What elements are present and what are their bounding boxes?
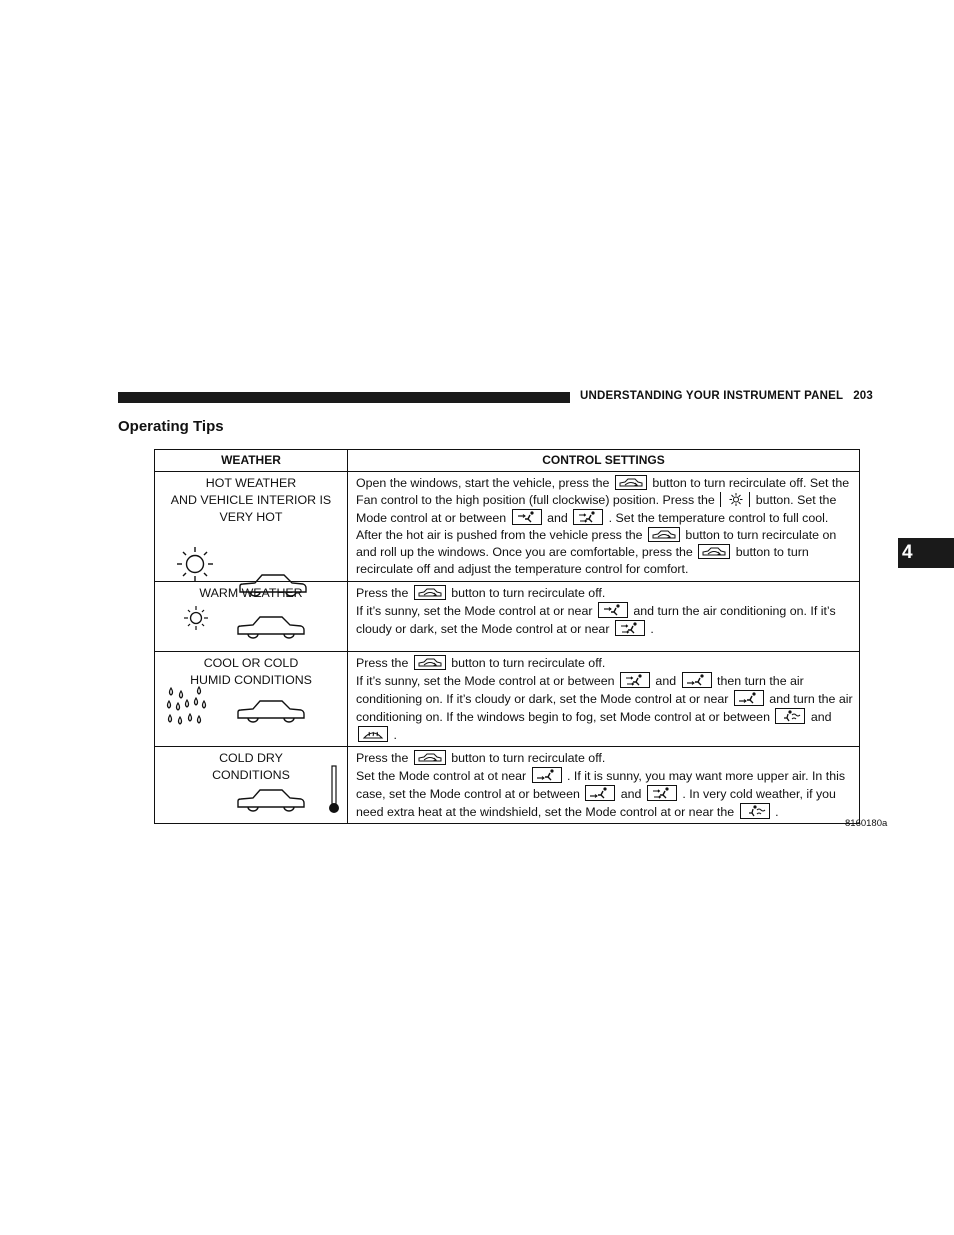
settings-text: then turn the air conditioning on. If it’s cloudy or dark, set the Mode control at or near: [356, 674, 804, 706]
floor-mode-icon: [734, 690, 764, 706]
settings-text: . Set the temperature control to full cool. After the hot air is pushed from the vehicle press the: [356, 511, 829, 542]
weather-cell: [155, 652, 348, 747]
bi-level-mode-icon: [573, 509, 603, 525]
settings-text: Set the Mode control at ot near: [356, 769, 527, 783]
weather-cell: [155, 582, 348, 652]
running-header: [580, 390, 873, 402]
header-section-title: UNDERSTANDING YOUR INSTRUMENT PANEL: [580, 390, 844, 402]
figure-code: 8160180a: [845, 818, 888, 829]
settings-text: If it’s sunny, set the Mode control at or near: [356, 604, 593, 618]
column-header-weather: WEATHER: [155, 450, 348, 472]
sun-icon: [173, 544, 217, 584]
sun-icon: [181, 604, 211, 632]
car-icon: [235, 698, 307, 724]
settings-text: and: [810, 710, 832, 724]
chapter-tab: 4: [898, 538, 954, 568]
control-settings-cell: [348, 472, 860, 582]
recirculation-icon: [414, 750, 446, 765]
recirculation-icon: [414, 655, 446, 670]
settings-text: and turn the air conditioning on. If it’s cloudy or dark, set the Mode control at or near: [356, 604, 836, 636]
weather-label: WARM WEATHER: [199, 586, 303, 600]
control-settings-cell: [348, 747, 860, 824]
settings-text: . If it is sunny, you may want more upper air. In this case, set the Mode control at or between: [356, 769, 846, 801]
settings-text: button to turn recirculate off and adjust the temperature control for comfort.: [356, 545, 809, 576]
table-row: [155, 652, 860, 747]
defrost-icon: [358, 726, 388, 742]
weather-cell: [155, 472, 348, 582]
settings-text: button to turn recirculate on and roll up the windows. Once you are comfortable, press the: [356, 528, 837, 559]
settings-text: and: [620, 787, 642, 801]
settings-text: .: [775, 805, 779, 819]
weather-label: VERY HOT: [219, 510, 283, 524]
table-row: [155, 747, 860, 824]
thermometer-icon: [327, 765, 341, 815]
column-header-control-settings: CONTROL SETTINGS: [348, 450, 860, 472]
recirculation-icon: [698, 544, 730, 559]
bi-level-mode-icon: [647, 785, 677, 801]
car-icon: [235, 787, 307, 813]
control-settings-cell: [348, 582, 860, 652]
settings-text: If it’s sunny, set the Mode control at or between: [356, 674, 615, 688]
weather-cell: [155, 747, 348, 824]
settings-text: and: [655, 674, 677, 688]
recirculation-icon: [615, 475, 647, 490]
page-number: 203: [853, 390, 873, 402]
car-icon: [235, 614, 307, 640]
bi-level-mode-icon: [620, 672, 650, 688]
recirculation-icon: [648, 527, 680, 542]
floor-mode-icon: [682, 672, 712, 688]
weather-label: AND VEHICLE INTERIOR IS: [170, 493, 332, 507]
table-row: [155, 472, 860, 582]
weather-label: COLD DRY: [219, 751, 283, 765]
settings-text: Open the windows, start the vehicle, press the: [356, 476, 610, 490]
settings-text: and turn the air conditioning on. If the windows begin to fog, set Mode control at or between: [356, 692, 853, 724]
settings-text: .: [393, 728, 397, 742]
settings-text: button to turn recirculate off. Set the Fan control to the high position (full clockwise) position. Press the: [356, 476, 850, 507]
settings-text: Press the: [356, 586, 409, 600]
settings-text: . In very cold weather, if you need extra heat at the windshield, set the Mode control at or near the: [356, 787, 836, 819]
weather-label: HUMID CONDITIONS: [190, 673, 312, 687]
settings-text: button to turn recirculate off.: [451, 751, 606, 765]
recirculation-icon: [414, 585, 446, 600]
section-heading: Operating Tips: [118, 418, 224, 435]
settings-text: button to turn recirculate off.: [451, 586, 606, 600]
settings-text: Press the: [356, 656, 409, 670]
weather-label: CONDITIONS: [212, 768, 290, 782]
panel-mode-icon: [512, 509, 542, 525]
weather-label: HOT WEATHER: [205, 476, 297, 490]
floor-mode-icon: [532, 767, 562, 783]
mix-mode-icon: [740, 803, 770, 819]
table-row: [155, 582, 860, 652]
mix-mode-icon: [775, 708, 805, 724]
raindrops-icon: [165, 686, 209, 730]
operating-tips-table: [154, 449, 860, 824]
panel-mode-icon: [598, 602, 628, 618]
header-rule: [118, 392, 570, 403]
fan-icon: [720, 492, 750, 507]
floor-mode-icon: [585, 785, 615, 801]
settings-text: button. Set the Mode control at or between: [356, 493, 837, 525]
table-header-row: [155, 450, 860, 472]
bi-level-mode-icon: [615, 620, 645, 636]
control-settings-cell: [348, 652, 860, 747]
weather-label: COOL OR COLD: [203, 656, 299, 670]
settings-text: Press the: [356, 751, 409, 765]
settings-text: .: [650, 622, 654, 636]
settings-text: and: [547, 511, 568, 525]
settings-text: button to turn recirculate off.: [451, 656, 606, 670]
